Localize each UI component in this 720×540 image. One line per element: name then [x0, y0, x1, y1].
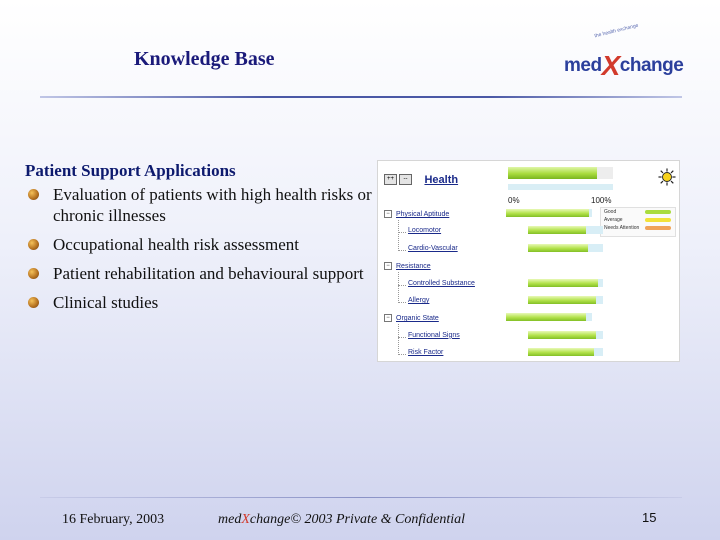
- tree-connector: [398, 354, 406, 355]
- bullet-text: Evaluation of patients with high health risks or chronic illnesses: [53, 185, 372, 225]
- tree-connector: [398, 324, 399, 355]
- tree-item[interactable]: [384, 314, 439, 324]
- logo-part-x: X: [601, 50, 620, 81]
- footer-copy-rest: change© 2003 Private & Confidential: [249, 512, 466, 527]
- health-row-fill: [528, 244, 588, 252]
- tree-item-label[interactable]: Resistance: [396, 263, 431, 271]
- health-screenshot-panel: [377, 160, 680, 362]
- title-divider: [40, 96, 682, 98]
- tree-item-label[interactable]: Physical Aptitude: [396, 210, 450, 218]
- collapse-all-button[interactable]: --: [399, 174, 412, 185]
- footer-copy-med: med: [218, 512, 242, 527]
- health-row-fill: [528, 296, 596, 304]
- footer-date: 16 February, 2003: [62, 512, 165, 527]
- health-row-bar: [528, 331, 603, 339]
- tree-expander-icon[interactable]: −: [384, 210, 392, 218]
- tree-connector: [398, 272, 399, 303]
- content-heading: Patient Support Applications: [25, 161, 236, 180]
- bullet-item: [25, 184, 375, 226]
- tree-connector: [398, 250, 406, 251]
- tree-expander-icon[interactable]: −: [384, 314, 392, 322]
- slide-content: [25, 160, 375, 321]
- health-row-bar: [506, 313, 592, 321]
- bullet-text: Clinical studies: [53, 293, 159, 312]
- tree-item[interactable]: [408, 297, 429, 307]
- medxchange-logo: [560, 22, 686, 81]
- tree-item-label[interactable]: Controlled Substance: [408, 279, 475, 287]
- tree-connector: [398, 220, 399, 251]
- overall-health-range: [508, 184, 613, 190]
- legend-swatch: [645, 218, 671, 222]
- health-row-fill: [528, 279, 598, 287]
- axis-min-label: 0%: [508, 196, 520, 205]
- health-row-fill: [506, 313, 586, 321]
- bullet-list: [25, 184, 375, 313]
- legend-swatch: [645, 210, 671, 214]
- health-row-bar: [528, 348, 603, 356]
- tree-item[interactable]: [408, 245, 458, 255]
- bullet-item: [25, 234, 375, 255]
- tree-item-label[interactable]: Cardio-Vascular: [408, 244, 458, 252]
- health-row-bar: [506, 209, 592, 217]
- footer-copyright: [218, 512, 465, 528]
- footer-divider: [40, 497, 682, 498]
- legend-label: Needs Attention: [604, 225, 640, 231]
- legend-label: Good: [604, 209, 617, 215]
- overall-health-bar: [508, 167, 613, 179]
- tree-item[interactable]: [408, 332, 460, 342]
- slide-title: Knowledge Base: [134, 48, 275, 70]
- tree-item-label[interactable]: Risk Factor: [408, 349, 444, 357]
- tree-item-label[interactable]: Locomotor: [408, 227, 442, 235]
- logo-part-change: change: [619, 55, 684, 76]
- logo-wordmark: [564, 46, 684, 81]
- tree-item[interactable]: [408, 349, 443, 359]
- health-row-bar: [528, 226, 603, 234]
- tree-item[interactable]: [408, 227, 441, 237]
- tree-connector: [398, 302, 406, 303]
- sun-icon: [658, 168, 676, 186]
- logo-part-med: med: [564, 55, 602, 76]
- legend-item: [601, 224, 675, 232]
- health-row-bar: [528, 296, 603, 304]
- tree-expander-icon[interactable]: −: [384, 262, 392, 270]
- bullet-text: Patient rehabilitation and behavioural support: [53, 264, 364, 283]
- tree-item-label[interactable]: Organic State: [396, 315, 439, 323]
- health-row-bar: [528, 244, 603, 252]
- health-title-link[interactable]: Health: [424, 173, 459, 186]
- health-row-fill: [506, 209, 589, 217]
- bullet-icon: [28, 189, 39, 200]
- bullet-text: Occupational health risk assessment: [53, 235, 299, 254]
- tree-item-label[interactable]: Functional Signs: [408, 331, 460, 339]
- logo-tagline: the health exchange: [593, 22, 640, 40]
- bullet-item: [25, 292, 375, 313]
- legend-item: [601, 208, 675, 216]
- axis-max-label: 100%: [591, 196, 612, 205]
- expand-all-button[interactable]: ++: [384, 174, 397, 185]
- page-number: 15: [642, 510, 657, 525]
- tree-connector: [398, 232, 406, 233]
- tree-connector: [398, 337, 406, 338]
- bullet-item: [25, 263, 375, 284]
- legend-swatch: [645, 226, 671, 230]
- tree-item[interactable]: [384, 262, 431, 272]
- health-row-fill: [528, 226, 586, 234]
- tree-item[interactable]: [384, 210, 449, 220]
- health-legend: [600, 207, 676, 237]
- health-panel-header: [384, 171, 458, 187]
- legend-label: Average: [604, 217, 623, 223]
- tree-item-label[interactable]: Allergy: [408, 297, 430, 304]
- health-row-fill: [528, 331, 596, 339]
- tree-item[interactable]: [408, 280, 475, 290]
- overall-health-fill: [508, 167, 597, 179]
- footer-copy-x: X: [241, 512, 250, 527]
- bullet-icon: [28, 268, 39, 279]
- bullet-icon: [28, 297, 39, 308]
- bullet-icon: [28, 239, 39, 250]
- health-row-fill: [528, 348, 594, 356]
- health-row-bar: [528, 279, 603, 287]
- tree-connector: [398, 285, 406, 286]
- legend-item: [601, 216, 675, 224]
